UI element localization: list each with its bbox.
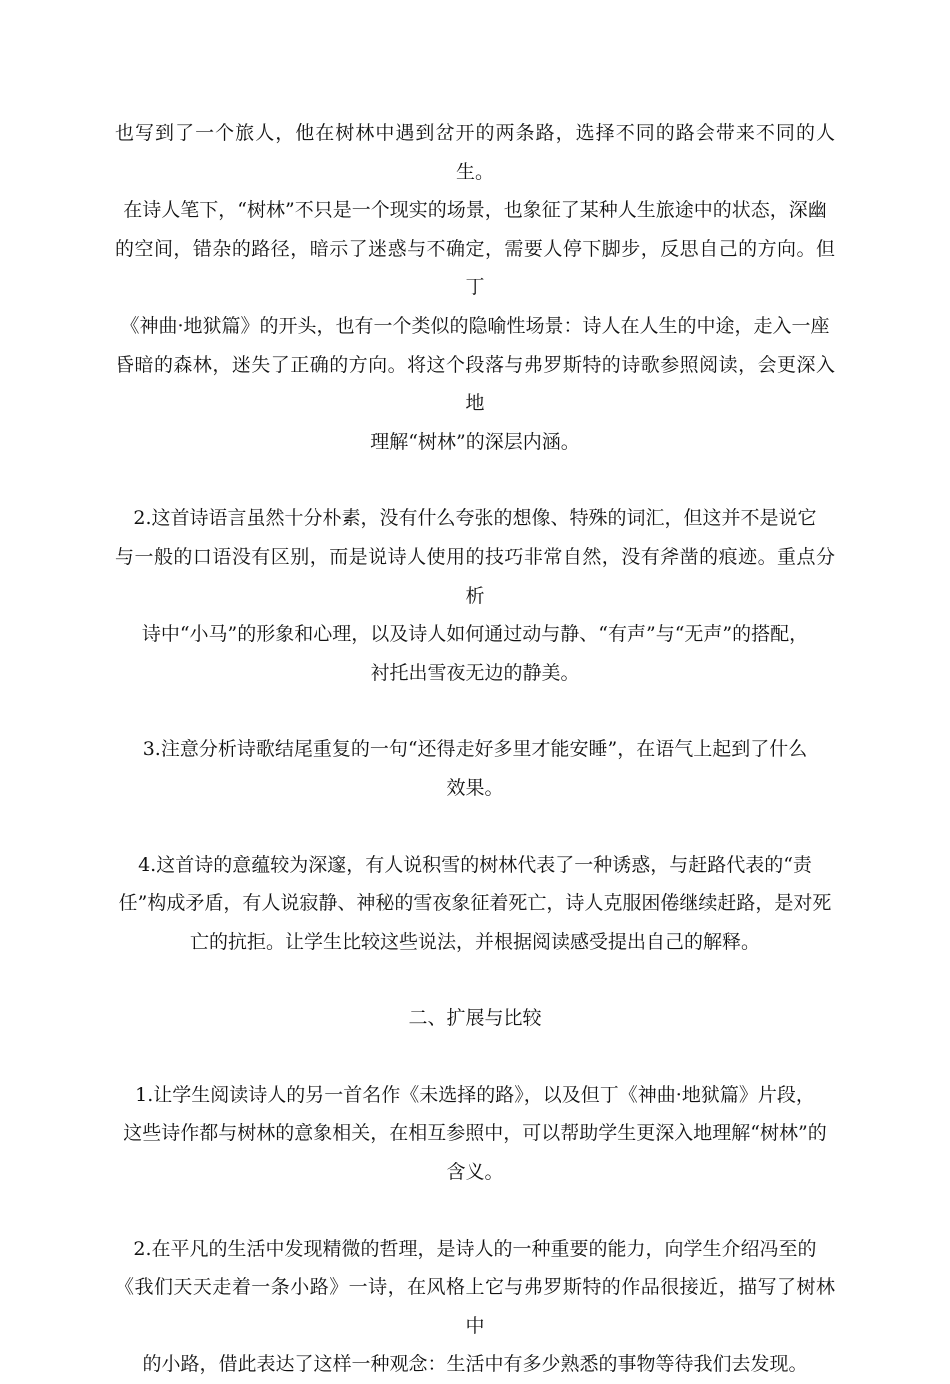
text-line: 在诗人笔下，“树林”不只是一个现实的场景，也象征了某种人生旅途中的状态，深幽 (123, 199, 827, 222)
text-line: 《神曲·地狱篇》的开头，也有一个类似的隐喻性场景：诗人在人生的中途，走入一座 (120, 314, 830, 337)
paragraph-item-4 (115, 846, 835, 962)
text-line: 4.这首诗的意蕴较为深邃，有人说积雪的树林代表了一种诱惑，与赶路代表的“责 (138, 853, 812, 876)
text-line: 2.这首诗语言虽然十分朴素，没有什么夸张的想像、特殊的词汇，但这并不是说它 (133, 507, 817, 530)
text-line: 的小路，借此表达了这样一种观念：生活中有多少熟悉的事物等待我们去发现。 (142, 1353, 808, 1376)
paragraph-item-2 (115, 499, 835, 692)
text-line: 衬托出雪夜无边的静美。 (370, 661, 580, 684)
document-body (115, 114, 835, 1384)
text-line: 理解“树林”的深层内涵。 (370, 430, 580, 453)
paragraph-extension-2 (115, 1230, 835, 1384)
paragraph-extension-1 (115, 1076, 835, 1192)
text-line: 这些诗作都与树林的意象相关，在相互参照中，可以帮助学生更深入地理解“树林”的 (123, 1122, 827, 1145)
text-line: 的空间，错杂的路径，暗示了迷惑与不确定，需要人停下脚步，反思自己的方向。但丁 (115, 237, 835, 299)
text-line: 3.注意分析诗歌结尾重复的一句“还得走好多里才能安睡”，在语气上起到了什么 (142, 738, 808, 761)
paragraph-tree-symbolism (115, 114, 835, 461)
text-line: 诗中“小马”的形象和心理，以及诗人如何通过动与静、“有声”与“无声”的搭配， (141, 623, 809, 646)
text-line: 含义。 (446, 1161, 504, 1184)
text-line: 与一般的口语没有区别，而是说诗人使用的技巧非常自然，没有斧凿的痕迹。重点分析 (115, 545, 835, 607)
text-line: 任”构成矛盾，有人说寂静、神秘的雪夜象征着死亡，诗人克服困倦继续赶路，是对死 (118, 892, 832, 915)
paragraph-item-3 (115, 730, 835, 807)
text-line: 昏暗的森林，迷失了正确的方向。将这个段落与弗罗斯特的诗歌参照阅读，会更深入地 (115, 353, 835, 415)
text-line: 1.让学生阅读诗人的另一首名作《未选择的路》，以及但丁《神曲·地狱篇》片段， (135, 1083, 815, 1106)
section-heading: 二、扩展与比较 (408, 1007, 542, 1030)
text-line: 《我们天天走着一条小路》一诗，在风格上它与弗罗斯特的作品很接近，描写了树林中 (115, 1276, 835, 1337)
text-line: 也写到了一个旅人，他在树林中遇到岔开的两条路，选择不同的路会带来不同的人生。 (115, 122, 835, 183)
text-line: 效果。 (446, 776, 504, 799)
text-line: 亡的抗拒。让学生比较这些说法，并根据阅读感受提出自己的解释。 (189, 930, 760, 953)
text-line: 2.在平凡的生活中发现精微的哲理，是诗人的一种重要的能力，向学生介绍冯至的 (133, 1237, 817, 1260)
